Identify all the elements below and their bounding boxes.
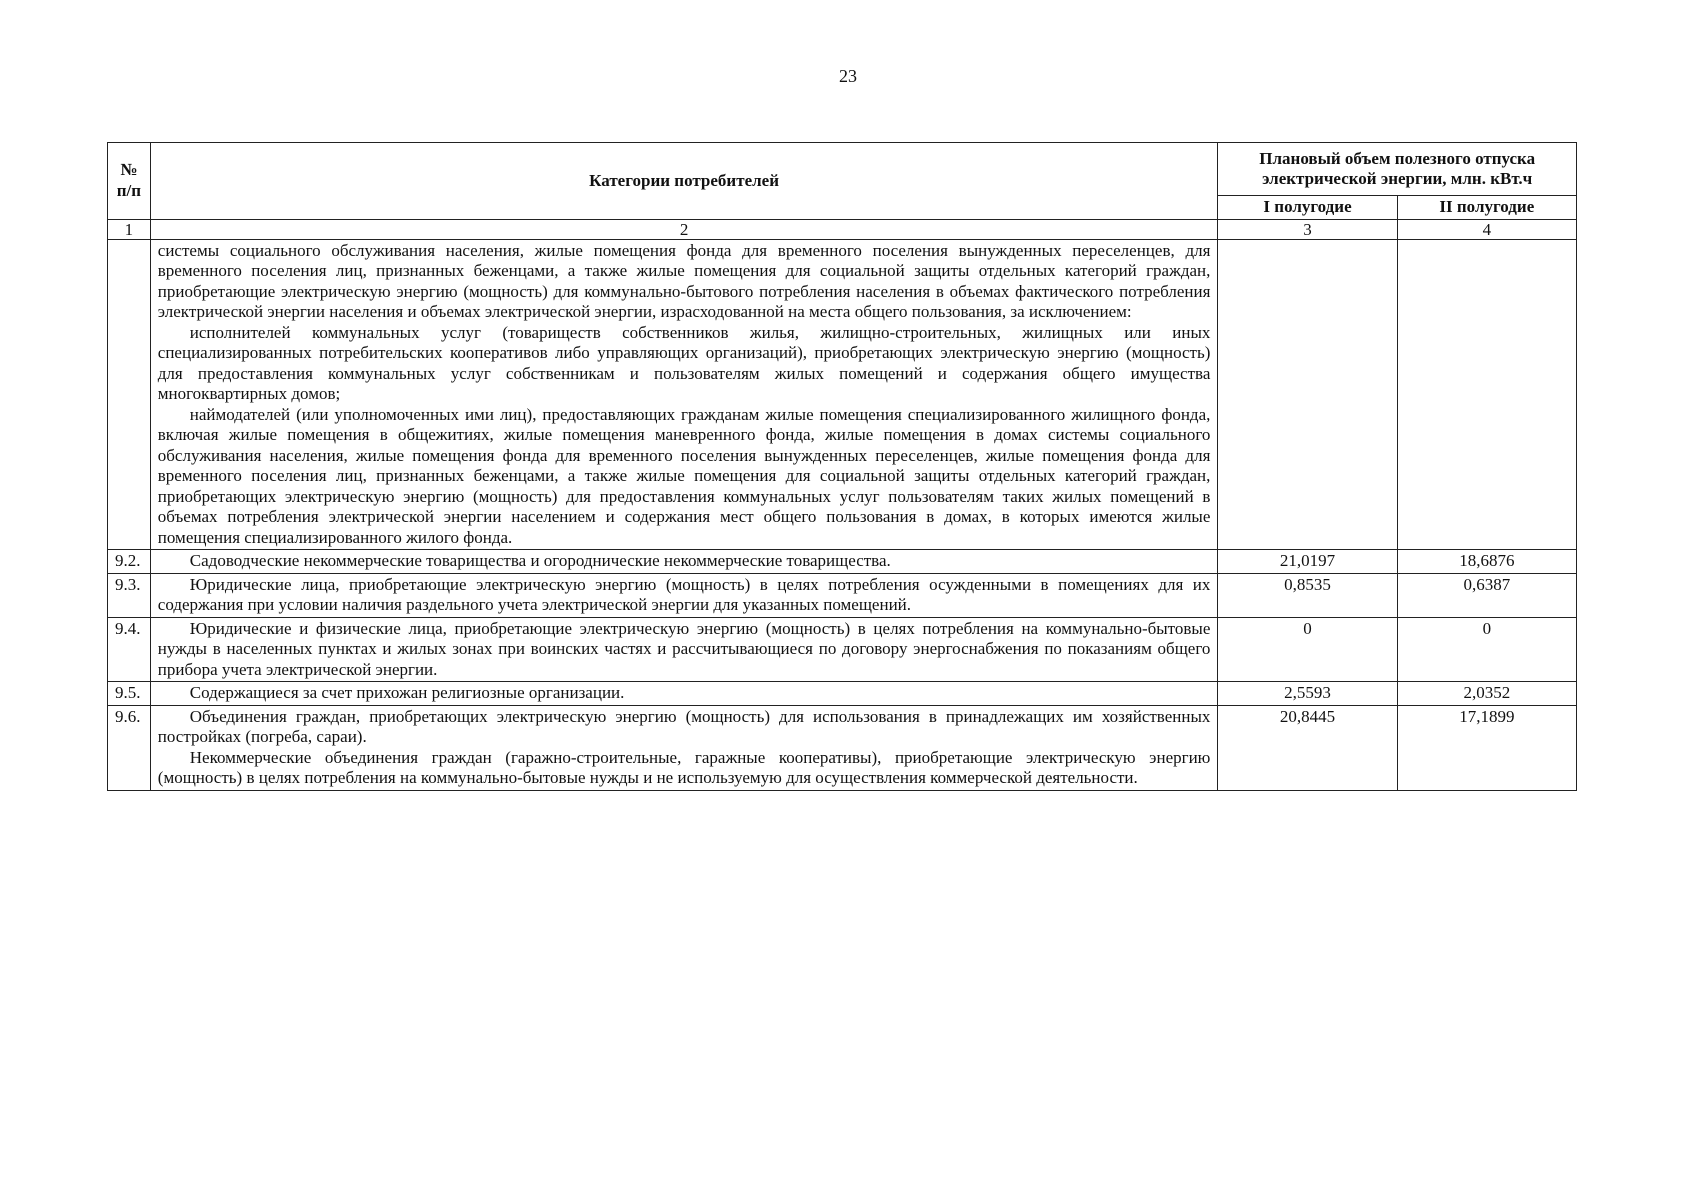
- header-num: № п/п: [108, 143, 151, 220]
- category-paragraph: Садоводческие некоммерческие товарищества и огороднические некоммерческие товарищества.: [189, 551, 891, 570]
- header-category: Категории потребителей: [150, 143, 1218, 220]
- header-half-2: II полугодие: [1397, 196, 1576, 220]
- table-row: [108, 705, 1577, 790]
- row-value-h2: 0: [1397, 617, 1576, 682]
- table-row-continuation: [108, 239, 1577, 550]
- row-number: [108, 239, 151, 550]
- category-paragraph: системы социального обслуживания населения, жилые помещения фонда для временного поселения вынужденных переселенцев, для временного поселения лиц, признанных беженцами, а также жилые помещения для социальной защиты отдельных категорий граждан, приобретающие электрическую энергию (мощность) для коммунально-бытового потребления населения в объемах фактического потребления электрической энергии населения и объемах электрической энергии, израсходованной на места общего пользования, за исключением:: [157, 240, 1211, 321]
- row-category-text: [150, 239, 1218, 550]
- header-planned-volume: Плановый объем полезного отпуска электрической энергии, млн. кВт.ч: [1218, 143, 1577, 196]
- table-row: [108, 573, 1577, 617]
- row-value-h1: 0: [1218, 617, 1397, 682]
- row-value-h1: 21,0197: [1218, 550, 1397, 574]
- row-category-text: [150, 617, 1218, 682]
- row-value-h1: [1218, 239, 1397, 550]
- page-number: 23: [839, 66, 857, 86]
- row-number: 9.3.: [108, 573, 151, 617]
- row-number: 9.2.: [108, 550, 151, 574]
- row-category-text: [150, 573, 1218, 617]
- row-category-text: [150, 705, 1218, 790]
- category-paragraph: наймодателей (или уполномоченных ими лиц), предоставляющих гражданам жилые помещения специализированного жилищного фонда, включая жилые помещения в общежитиях, жилые помещения маневренного фонда, жилые помещения в домах системы социального обслуживания населения, жилые помещения фонда для временного поселения вынужденных переселенцев, жилые помещения фонда для временного поселения лиц, признанных беженцами, а также жилые помещения для социальной защиты отдельных категорий граждан, приобретающих электрическую энергию (мощность) для предоставления коммунальных услуг пользователям таких жилых помещений в объемах потребления электрической энергии населением и содержания мест общего пользования в домах, в которых имеются жилые помещения специализированного жилого фонда.: [157, 404, 1211, 547]
- column-number: 4: [1397, 219, 1576, 239]
- column-number: 1: [108, 219, 151, 239]
- row-value-h1: 0,8535: [1218, 573, 1397, 617]
- category-paragraph: исполнителей коммунальных услуг (товариществ собственников жилья, жилищно-строительных, жилищных или иных специализированных потребительских кооперативов либо управляющих организаций), приобретающих электрическую энергию (мощность) для предоставления коммунальных услуг собственникам и пользователям жилых помещений и содержания общего имущества многоквартирных домов;: [157, 322, 1211, 403]
- row-number: 9.6.: [108, 705, 151, 790]
- row-value-h2: 2,0352: [1397, 682, 1576, 706]
- category-paragraph: Содержащиеся за счет прихожан религиозные организации.: [189, 683, 625, 702]
- row-value-h1: 20,8445: [1218, 705, 1397, 790]
- row-value-h2: 17,1899: [1397, 705, 1576, 790]
- category-paragraph: Юридические и физические лица, приобретающие электрическую энергию (мощность) в целях потребления на коммунально-бытовые нужды в населенных пунктах и жилых зонах при воинских частях и рассчитывающиеся по договору энергоснабжения по показаниям общего прибора учета электрической энергии.: [157, 618, 1211, 679]
- row-category-text: [150, 550, 1218, 574]
- table-row: [108, 550, 1577, 574]
- row-category-text: [150, 682, 1218, 706]
- consumer-volume-table: [107, 142, 1577, 791]
- table-row: [108, 682, 1577, 706]
- category-paragraph: Объединения граждан, приобретающих электрическую энергию (мощность) для использования в принадлежащих им хозяйственных постройках (погреба, сараи).: [157, 706, 1211, 746]
- row-value-h2: 0,6387: [1397, 573, 1576, 617]
- category-paragraph: Юридические лица, приобретающие электрическую энергию (мощность) в целях потребления осужденными в помещениях для их содержания при условии наличия раздельного учета электрической энергии для указанных помещений.: [157, 574, 1211, 614]
- header-half-1: I полугодие: [1218, 196, 1397, 220]
- row-value-h1: 2,5593: [1218, 682, 1397, 706]
- table-row: [108, 617, 1577, 682]
- row-number: 9.4.: [108, 617, 151, 682]
- column-number: 3: [1218, 219, 1397, 239]
- column-number: 2: [150, 219, 1218, 239]
- row-value-h2: 18,6876: [1397, 550, 1576, 574]
- row-value-h2: [1397, 239, 1576, 550]
- row-number: 9.5.: [108, 682, 151, 706]
- category-paragraph: Некоммерческие объединения граждан (гаражно-строительные, гаражные кооперативы), приобретающие электрическую энергию (мощность) в целях потребления на коммунально-бытовые нужды и не используемую для осуществления коммерческой деятельности.: [157, 747, 1211, 787]
